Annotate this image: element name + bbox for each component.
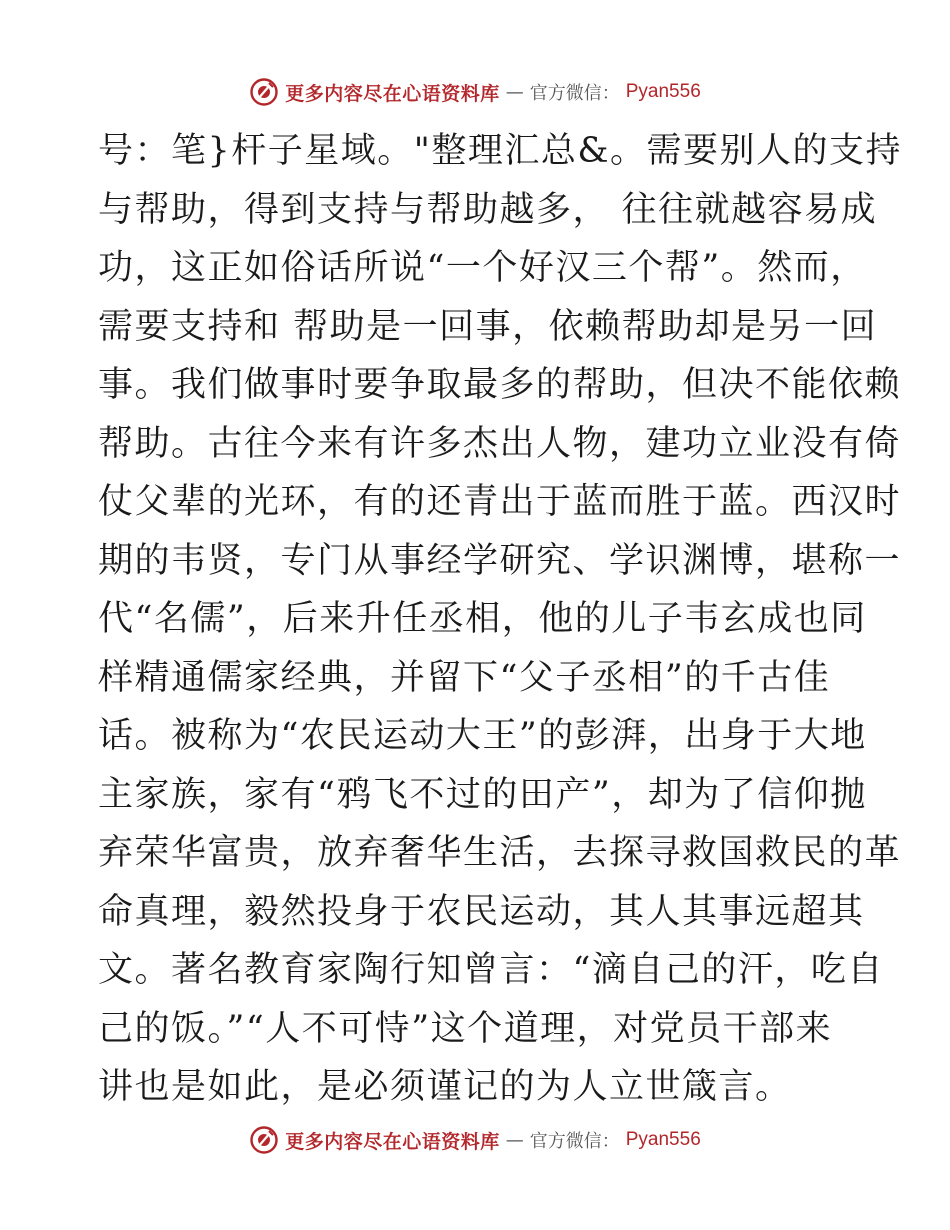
text-line: 功，这正如俗话所说“一个好汉三个帮”。然而，	[98, 248, 867, 288]
text-line: 代“名儒”，后来升任丞相，他的儿子韦玄成也同	[98, 599, 867, 639]
watermark-wechat-label: 官方微信：	[529, 1131, 620, 1152]
text-line: 弃荣华富贵，放弃奢华生活，去探寻救国救民的革	[98, 833, 902, 873]
text-line: 号：笔}杆子星域。"整理汇总&。需要别人的支持	[98, 131, 903, 171]
text-line: 主家族，家有“鸦飞不过的田产”，却为了信仰抛	[98, 774, 867, 815]
watermark-separator: —	[505, 81, 524, 103]
brand-logo-icon	[249, 1125, 279, 1155]
text-line: 需要支持和 帮助是一回事，依赖帮助却是另一回	[98, 306, 878, 347]
watermark-brand-text: 更多内容尽在心语资料库	[285, 82, 500, 105]
text-line: 与帮助，得到支持与帮助越多， 往往就越容易成	[98, 189, 878, 230]
document-body	[98, 122, 903, 1117]
text-line: 样精通儒家经典，并留下“父子丞相”的千古佳	[98, 657, 831, 698]
watermark-wechat-id: Pyan556	[625, 1129, 701, 1150]
text-line: 期的韦贤，专门从事经学研究、学识渊博，堪称一	[98, 540, 902, 581]
footer-watermark	[0, 1120, 950, 1160]
text-line: 仗父辈的光环，有的还青出于蓝而胜于蓝。西汉时	[98, 482, 902, 522]
text-line: 文。著名教育家陶行知曾言：“滴自己的汗，吃自	[98, 950, 884, 990]
text-line: 帮助。古往今来有许多杰出人物，建功立业没有倚	[98, 423, 902, 464]
watermark-separator: —	[505, 1129, 524, 1151]
text-line: 事。我们做事时要争取最多的帮助，但决不能依赖	[98, 365, 902, 405]
header-watermark	[0, 72, 950, 112]
brand-logo-icon	[249, 77, 279, 107]
watermark-wechat-id: Pyan556	[625, 81, 701, 102]
watermark-wechat-label: 官方微信：	[529, 83, 620, 104]
text-line: 讲也是如此，是必须谨记的为人立世箴言。	[98, 1067, 792, 1107]
text-line: 己的饭。”“人不可恃”这个道理，对党员干部来	[98, 1008, 833, 1049]
text-line: 话。被称为“农民运动大王”的彭湃，出身于大地	[98, 716, 867, 756]
text-line: 命真理，毅然投身于农民运动，其人其事远超其	[98, 891, 865, 932]
watermark-brand-text: 更多内容尽在心语资料库	[285, 1130, 500, 1153]
